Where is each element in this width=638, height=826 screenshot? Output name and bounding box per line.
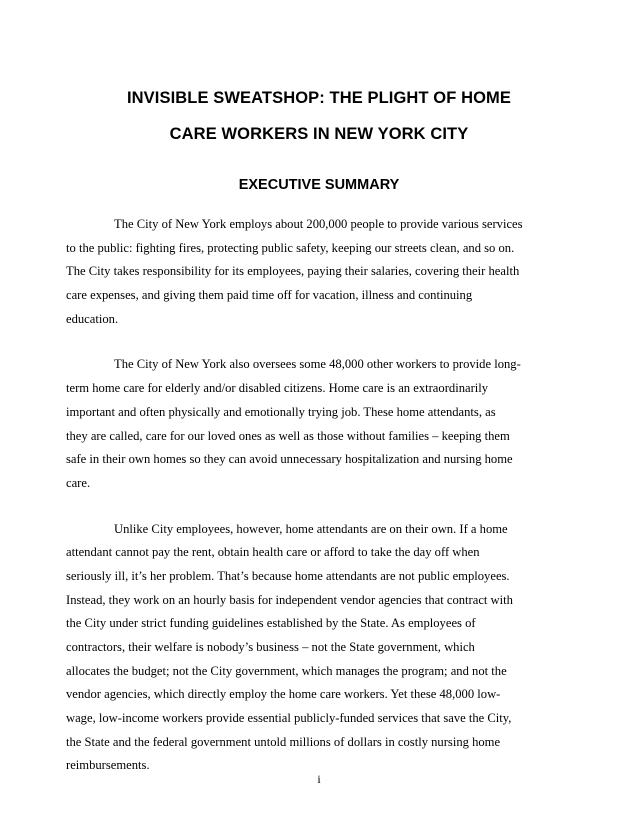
paragraph-2 [66,353,576,495]
paragraph-line: to the public: fighting fires, protecting public safety, keeping our streets clean, and so on. [66,240,515,255]
paragraph-1 [66,213,576,331]
paragraph-line: seriously ill, it’s her problem. That’s because home attendants are not public employees. [66,568,510,583]
paragraph-line: safe in their own homes so they can avoid unnecessary hospitalization and nursing home [66,452,513,467]
page-number: i [317,772,321,786]
paragraph-line: The City of New York also oversees some 48,000 other workers to provide long- [114,357,521,372]
paragraph-line: allocates the budget; not the City government, which manages the program; and not the [66,663,507,678]
paragraph-line: the State and the federal government untold millions of dollars in costly nursing home [66,734,501,749]
document-title-line-1: INVISIBLE SWEATSHOP: THE PLIGHT OF HOME [126,89,512,107]
paragraph-line: the City under strict funding guidelines established by the State. As employees of [66,616,476,631]
paragraph-3 [66,518,576,779]
paragraph-line: reimbursements. [66,758,150,773]
paragraph-line: wage, low-income workers provide essential publicly-funded services that save the City, [66,711,512,726]
section-heading: EXECUTIVE SUMMARY [238,177,400,193]
paragraph-line: The City of New York employs about 200,000 people to provide various services [114,217,523,231]
paragraph-line: care expenses, and giving them paid time off for vacation, illness and continuing [66,288,473,303]
paragraph-line: education. [66,311,119,326]
paragraph-line: The City takes responsibility for its employees, paying their salaries, covering their health [66,264,520,279]
paragraph-line: term home care for elderly and/or disabled citizens. Home care is an extraordinarily [66,381,489,396]
paragraph-line: attendant cannot pay the rent, obtain health care or afford to take the day off when [66,545,480,560]
paragraph-line: care. [66,475,91,490]
paragraph-line: they are called, care for our loved ones as well as those without families – keeping them [66,428,510,443]
paragraph-line: Unlike City employees, however, home attendants are on their own. If a home [114,521,508,536]
paragraph-line: contractors, their welfare is nobody’s business – not the State government, which [66,640,475,654]
document-title-line-2: CARE WORKERS IN NEW YORK CITY [169,125,469,143]
body-text [66,213,576,800]
paragraph-line: vendor agencies, which directly employ the home care workers. Yet these 48,000 low- [66,687,501,702]
paragraph-line: Instead, they work on an hourly basis for independent vendor agencies that contract with [66,592,513,607]
paragraph-line: important and often physically and emotionally trying job. These home attendants, as [66,404,496,419]
